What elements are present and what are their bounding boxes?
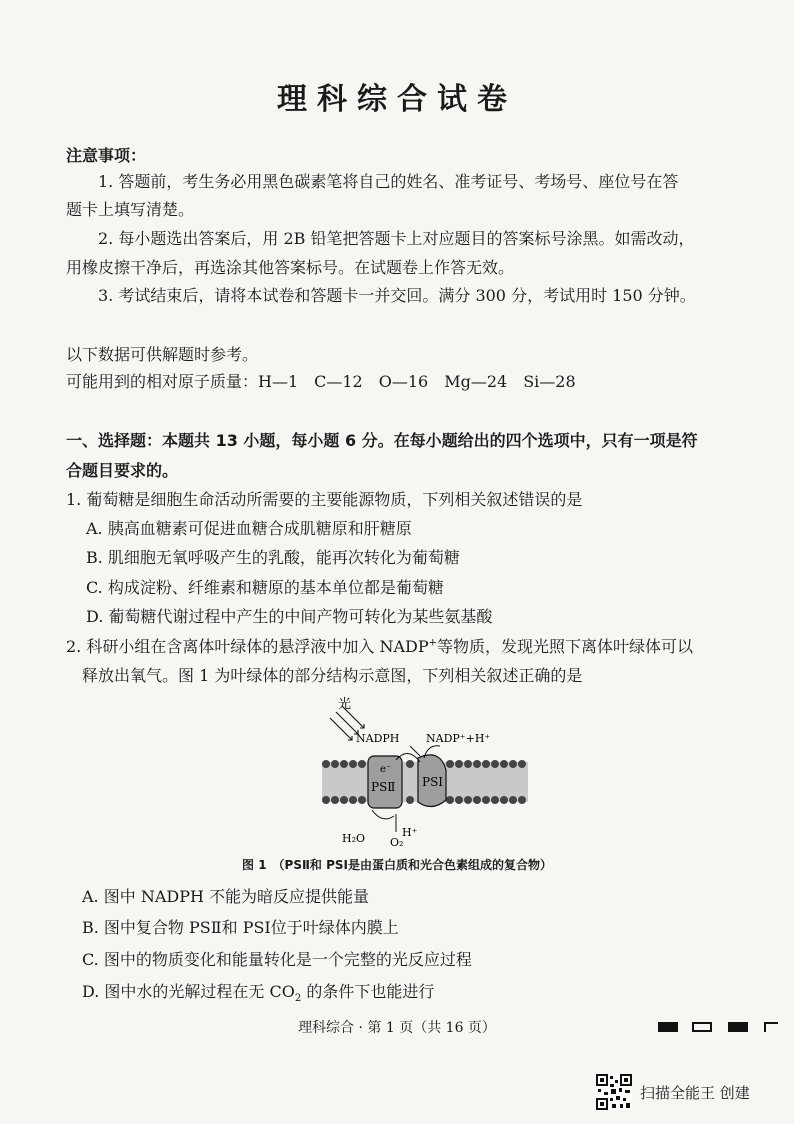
q2-option-d-b: 的条件下也能进行 (301, 982, 435, 1001)
q2-option-d-sub: 2 (294, 993, 302, 1005)
notice-item-2a: 2. 每小题选出答案后，用 2B 铅笔把答题卡上对应题目的答案标号涂黑。如需改动， (98, 229, 695, 248)
water-split-arrow (372, 810, 394, 819)
exam-title: 理科综合试卷 (277, 82, 517, 117)
reference-line-1: 以下数据可供解题时参考。 (66, 345, 259, 364)
q2-stem-b: 释放出氧气。图 1 为叶绿体的部分结构示意图，下列相关叙述正确的是 (82, 666, 583, 685)
electron-label: e⁻ (380, 764, 392, 775)
q2-stem-sup: + (428, 637, 437, 649)
figure-caption: 图 1 （PSⅡ和 PSⅠ是由蛋白质和光合色素组成的复合物） (242, 858, 552, 872)
reference-line-2: 可能用到的相对原子质量：H—1 C—12 O—16 Mg—24 Si—28 (66, 372, 576, 391)
section-header-a: 一、选择题：本题共 13 小题，每小题 6 分。在每小题给出的四个选项中，只有一项是符 (66, 431, 698, 450)
o2-label: O₂ (390, 836, 404, 849)
light-label: 光 (338, 697, 352, 712)
page-footer: 理科综合 · 第 1 页（共 16 页） (298, 1020, 496, 1036)
qr-code-icon (596, 1074, 632, 1110)
h2o-label: H₂O (342, 832, 366, 845)
q2-stem-a (66, 637, 693, 657)
notice-heading: 注意事项： (66, 146, 147, 165)
q1-option-d: D. 葡萄糖代谢过程中产生的中间产物可转化为某些氨基酸 (86, 607, 493, 626)
q2-option-d-a: D. 图中水的光解过程在无 CO (82, 982, 295, 1001)
q2-stem-a1: 2. 科研小组在含离体叶绿体的悬浮液中加入 NADP (66, 637, 429, 656)
nadph-label: NADPH (356, 732, 400, 745)
chloroplast-membrane-figure (310, 690, 540, 860)
q1-option-c: C. 构成淀粉、纤维素和糖原的基本单位都是葡萄糖 (86, 578, 444, 597)
section-header-b: 合题目要求的。 (66, 461, 179, 480)
nadp-label: NADP⁺+H⁺ (426, 732, 491, 745)
registration-marks (658, 1022, 788, 1036)
mark-filled-2 (728, 1022, 748, 1032)
q2-option-b: B. 图中复合物 PSⅡ和 PSⅠ位于叶绿体内膜上 (82, 918, 399, 937)
mark-open-1 (692, 1022, 712, 1032)
q2-stem-a2: 等物质，发现光照下离体叶绿体可以 (436, 637, 693, 656)
mark-half (764, 1022, 778, 1032)
q1-option-b: B. 肌细胞无氧呼吸产生的乳酸，能再次转化为葡萄糖 (86, 548, 460, 567)
q2-option-c: C. 图中的物质变化和能量转化是一个完整的光反应过程 (82, 950, 472, 969)
scanner-watermark: 扫描全能王 创建 (640, 1084, 750, 1102)
q1-option-a: A. 胰高血糖素可促进血糖合成肌糖原和肝糖原 (86, 519, 412, 538)
notice-item-2b: 用橡皮擦干净后，再选涂其他答案标号。在试题卷上作答无效。 (66, 258, 515, 277)
q2-option-a: A. 图中 NADPH 不能为暗反应提供能量 (82, 887, 370, 906)
ps2-label: PSⅡ (371, 780, 396, 794)
notice-item-1b: 题卡上填写清楚。 (66, 200, 195, 219)
notice-item-1a: 1. 答题前，考生务必用黑色碳素笔将自己的姓名、准考证号、考场号、座位号在答 (98, 172, 679, 191)
q2-option-d (82, 982, 435, 1005)
q1-stem: 1. 葡萄糖是细胞生命活动所需要的主要能源物质，下列相关叙述错误的是 (66, 490, 583, 509)
hplus-label: H⁺ (402, 826, 418, 839)
ps1-label: PSⅠ (422, 775, 444, 789)
mark-filled-1 (658, 1022, 678, 1032)
notice-item-3: 3. 考试结束后，请将本试卷和答题卡一并交回。满分 300 分，考试用时 150 分钟。 (98, 286, 696, 305)
